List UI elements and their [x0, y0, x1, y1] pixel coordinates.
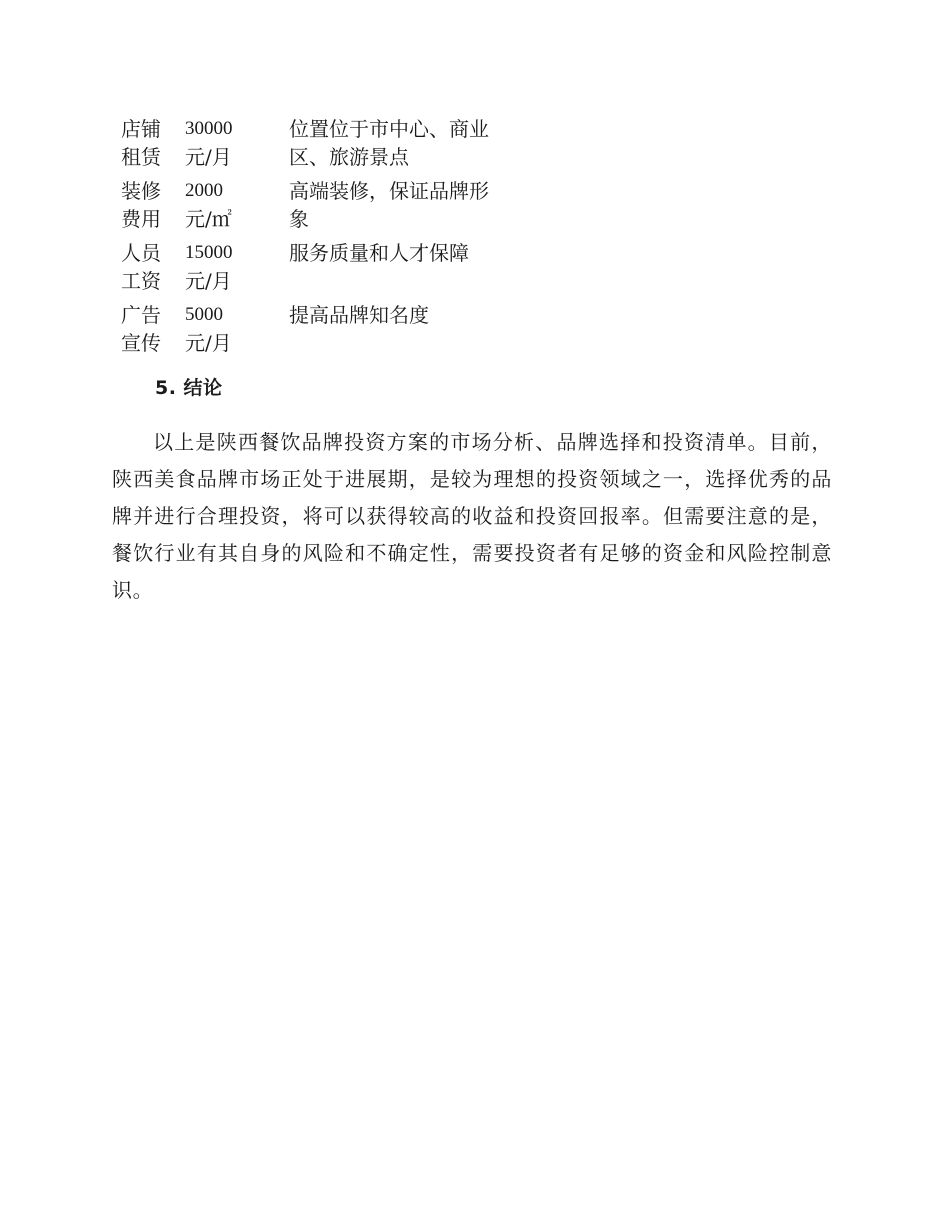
cost-number: 5000 — [185, 304, 223, 325]
table-row — [112, 301, 489, 363]
conclusion-paragraph: 以上是陕西餐饮品牌投资方案的市场分析、品牌选择和投资清单。目前，陕西美食品牌市场正处于进展期，是较为理想的投资领域之一，选择优秀的品牌并进行合理投资，将可以获得较高的收益和投资回报率。但需要注意的是，餐饮行业有其自身的风险和不确定性，需要投资者有足够的资金和风险控制意识。 — [112, 430, 832, 602]
table-cell-cost — [185, 239, 289, 301]
table-cell-note: 服务质量和人才保障 — [289, 241, 469, 265]
cost-number: 30000 — [185, 118, 233, 139]
table-cell-note: 高端装修，保证品牌形象 — [289, 179, 489, 231]
table-row — [112, 177, 489, 239]
table-cell-item: 广告宣传 — [121, 303, 161, 355]
table-cell-note: 位置位于市中心、商业区、旅游景点 — [289, 117, 489, 169]
table-cell-item: 人员工资 — [121, 241, 161, 293]
cost-unit: 元/月 — [185, 269, 232, 293]
table-row — [112, 239, 489, 301]
table-cell-cost — [185, 301, 289, 363]
section-heading: 5. 结论 — [155, 377, 223, 399]
cost-number: 2000 — [185, 180, 223, 201]
table-row — [112, 115, 489, 177]
table-cell-cost — [185, 115, 289, 177]
cost-number: 15000 — [185, 242, 233, 263]
table-cell-item: 店铺租赁 — [121, 117, 161, 169]
cost-unit: 元/月 — [185, 331, 232, 355]
cost-unit: 元/㎡ — [185, 207, 232, 231]
table-cell-note: 提高品牌知名度 — [289, 303, 429, 327]
table-cell-cost — [185, 177, 289, 239]
investment-table — [112, 115, 489, 363]
cost-unit: 元/月 — [185, 145, 232, 169]
table-cell-item: 装修费用 — [121, 179, 161, 231]
